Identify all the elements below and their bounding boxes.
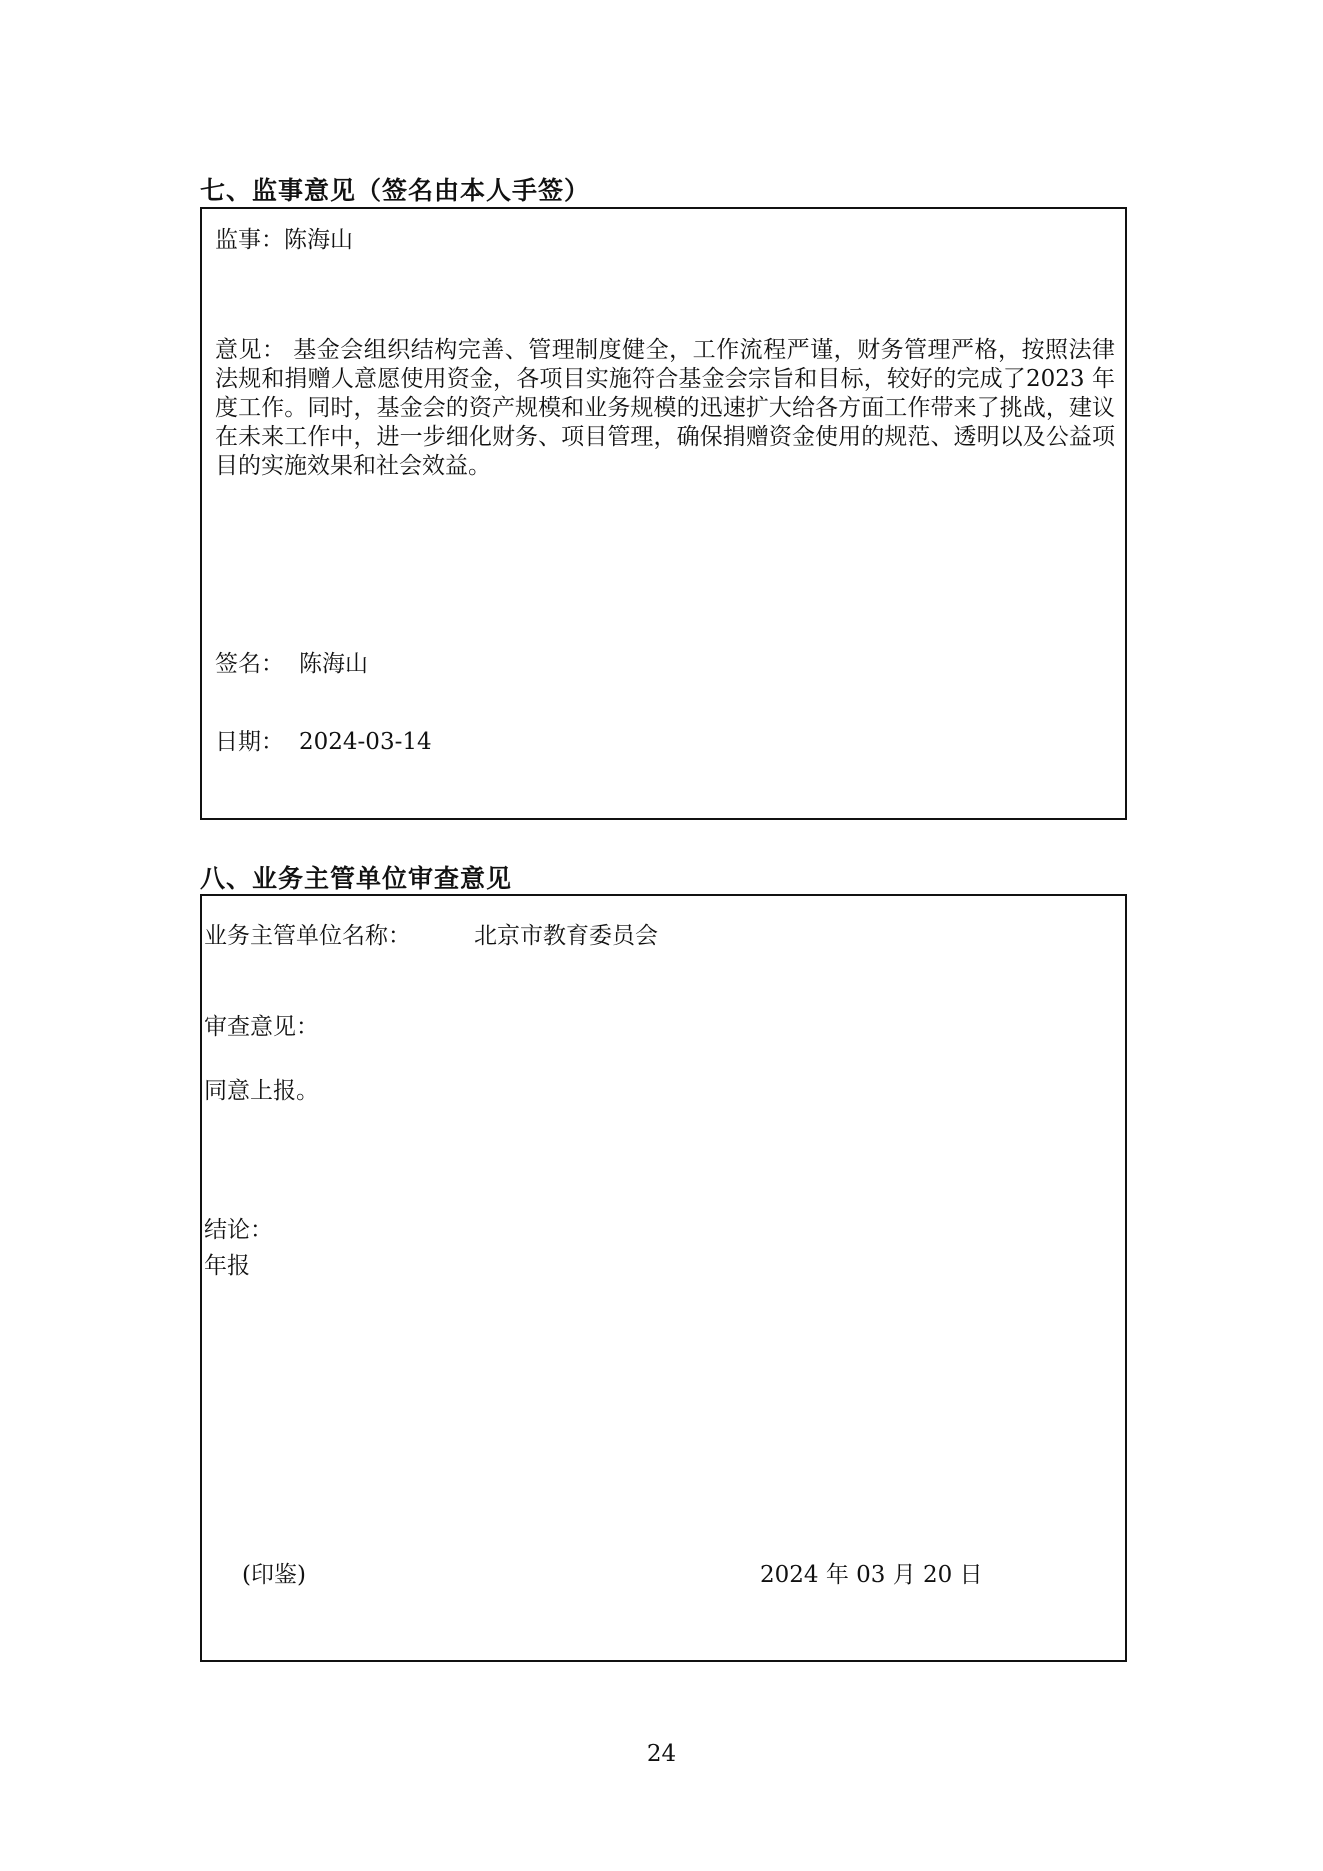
date-value: 2024-03-14 xyxy=(299,729,432,755)
date-label: 日期： xyxy=(215,729,284,755)
conclusion-label: 结论： xyxy=(204,1217,273,1243)
supervisor-name: 陈海山 xyxy=(284,227,353,253)
unit-name-value: 北京市教育委员会 xyxy=(474,923,658,949)
page-number: 24 xyxy=(646,1741,677,1767)
review-label: 审查意见： xyxy=(204,1014,319,1040)
review-date: 2024 年 03 月 20 日 xyxy=(760,1562,983,1588)
supervisor-line xyxy=(215,226,353,255)
supervisor-label: 监事： xyxy=(215,227,284,253)
unit-name-label: 业务主管单位名称： xyxy=(204,923,411,949)
signature-value: 陈海山 xyxy=(299,651,368,677)
conclusion-value: 年报 xyxy=(204,1253,250,1279)
section-8-title: 八、业务主管单位审查意见 xyxy=(200,864,513,893)
supervisor-opinion-text: 意见： 基金会组织结构完善、管理制度健全，工作流程严谨，财务管理严格，按照法律法规和捐赠人意愿使用资金，各项目实施符合基金会宗旨和目标，较好的完成了2023 年度工作。同时，基金会的资产规模和业务规模的迅速扩大给各方面工作带来了挑战，建议在未来工作中，进一步细化财务、项目管理，确保捐赠资金使用的规范、透明以及公益项目的实施效果和社会效益。 xyxy=(215,337,1115,479)
review-value: 同意上报。 xyxy=(204,1078,319,1104)
supervisor-opinion-box xyxy=(200,207,1127,820)
seal-label: (印鉴) xyxy=(242,1562,306,1588)
authority-review-box xyxy=(200,894,1127,1662)
signature-label: 签名： xyxy=(215,651,284,677)
section-7-title: 七、监事意见（签名由本人手签） xyxy=(200,176,591,205)
